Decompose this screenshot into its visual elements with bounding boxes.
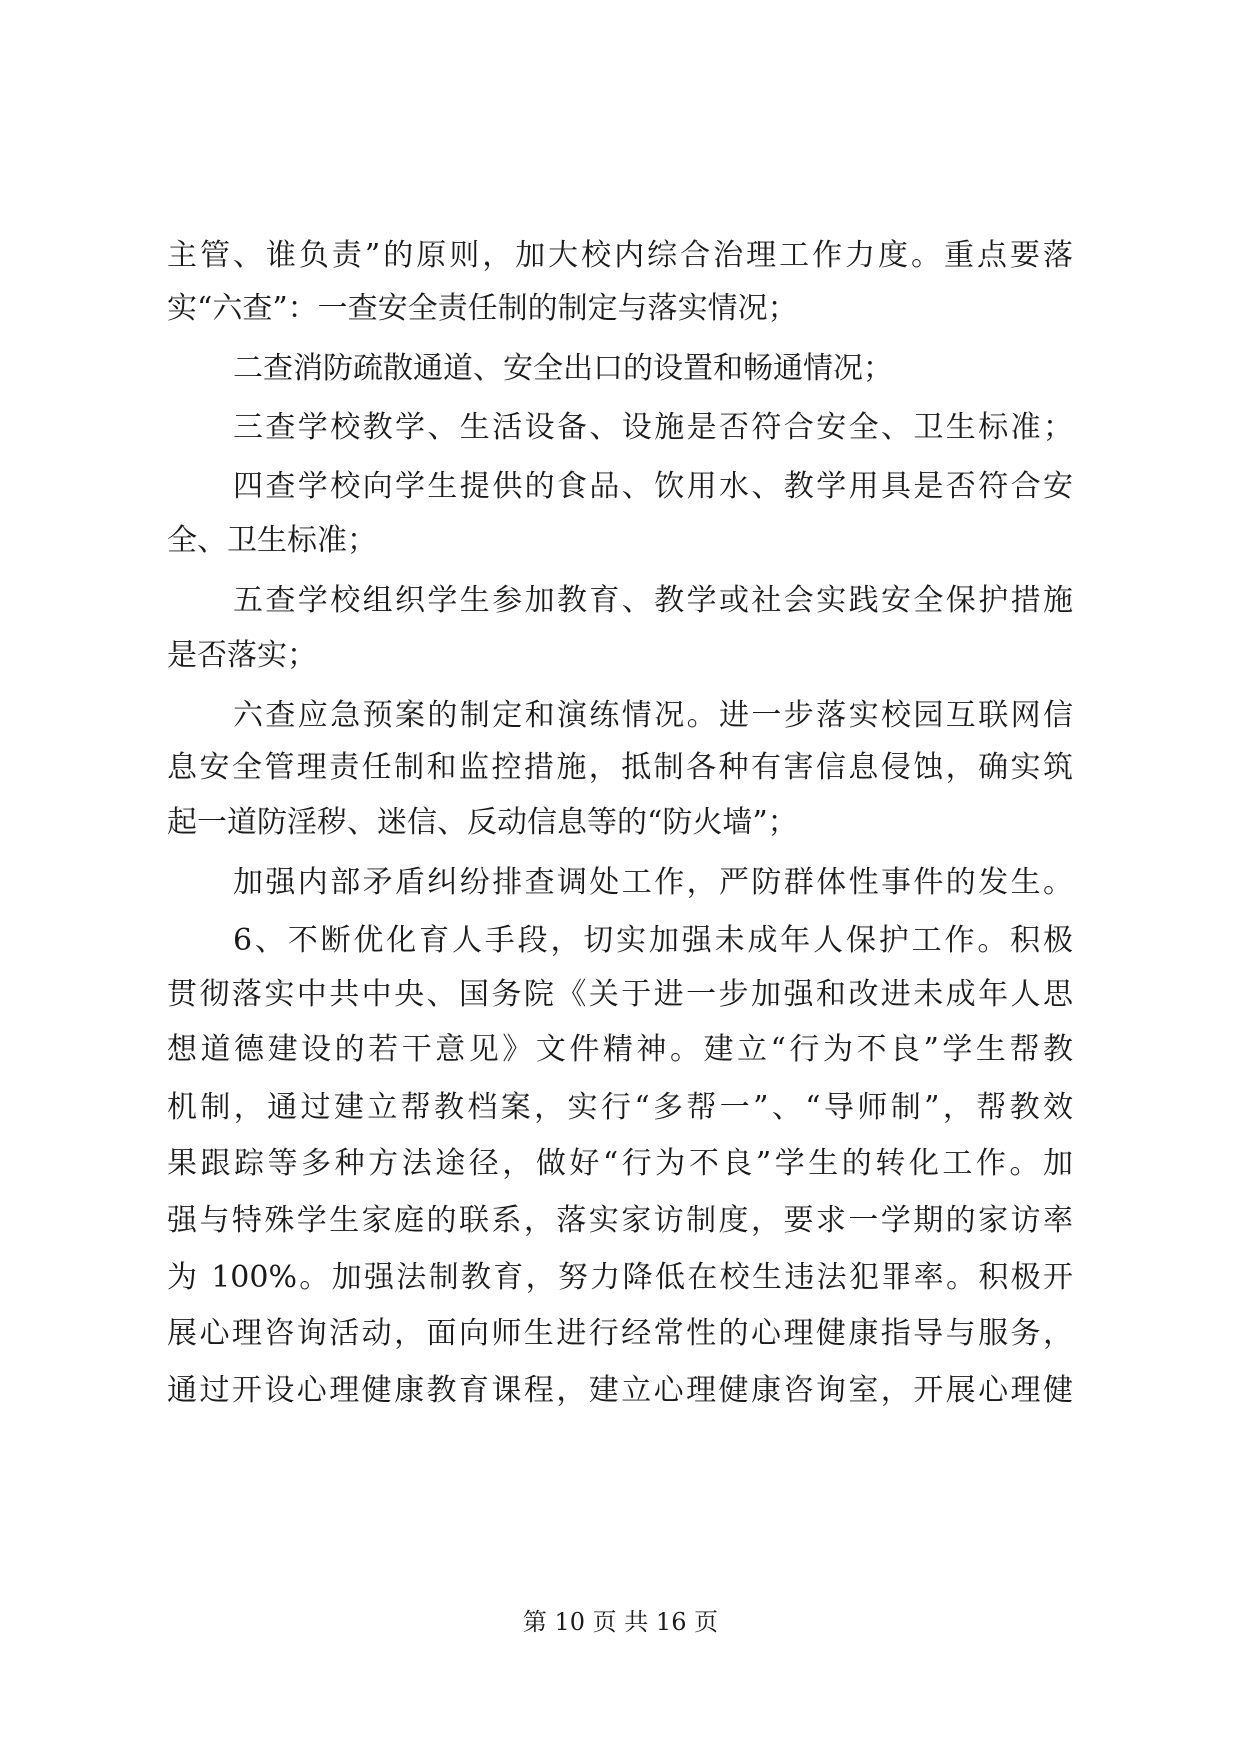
text-line: 主管、谁负责”的原则，加大校内综合治理工作力度。重点要落 xyxy=(167,238,1073,273)
text-line: 加强内部矛盾纠纷排查调处工作，严防群体性事件的发生。 xyxy=(233,865,1073,900)
text-line: 二查消防疏散通道、安全出口的设置和畅通情况； xyxy=(233,351,893,386)
text-line: 实“六查”：一查安全责任制的制定与落实情况； xyxy=(167,291,798,326)
text-line: 息安全管理责任制和监控措施，抵制各种有害信息侵蚀，确实筑 xyxy=(167,750,1073,785)
page-number-footer: 第 10 页 共 16 页 xyxy=(522,1608,719,1636)
text-line: 想道德建设的若干意见》文件精神。建立“行为不良”学生帮教 xyxy=(167,1032,1073,1067)
text-line: 强与特殊学生家庭的联系，落实家访制度，要求一学期的家访率 xyxy=(167,1203,1073,1238)
text-line: 6、不断优化育人手段，切实加强未成年人保护工作。积极 xyxy=(233,923,1073,958)
text-line: 机制，通过建立帮教档案，实行“多帮一”、“导师制”，帮教效 xyxy=(167,1090,1073,1125)
text-line: 五查学校组织学生参加教育、教学或社会实践安全保护措施 xyxy=(233,583,1073,618)
text-line: 全、卫生标准； xyxy=(167,523,377,558)
text-line: 贯彻落实中共中央、国务院《关于进一步加强和改进未成年人思 xyxy=(167,977,1073,1012)
text-line: 六查应急预案的制定和演练情况。进一步落实校园互联网信 xyxy=(233,698,1073,733)
text-line: 三查学校教学、生活设备、设施是否符合安全、卫生标准； xyxy=(233,410,1073,445)
text-line: 起一道防淫秽、迷信、反动信息等的“防火墙”； xyxy=(167,805,798,840)
text-line: 四查学校向学生提供的食品、饮用水、教学用具是否符合安 xyxy=(233,469,1073,504)
text-line: 通过开设心理健康教育课程，建立心理健康咨询室，开展心理健 xyxy=(167,1373,1073,1408)
text-line: 展心理咨询活动，面向师生进行经常性的心理健康指导与服务， xyxy=(167,1316,1073,1351)
text-line: 是否落实； xyxy=(167,638,317,673)
text-line: 果跟踪等多种方法途径，做好“行为不良”学生的转化工作。加 xyxy=(167,1146,1073,1181)
text-line: 为 100%。加强法制教育，努力降低在校生违法犯罪率。积极开 xyxy=(167,1260,1073,1295)
